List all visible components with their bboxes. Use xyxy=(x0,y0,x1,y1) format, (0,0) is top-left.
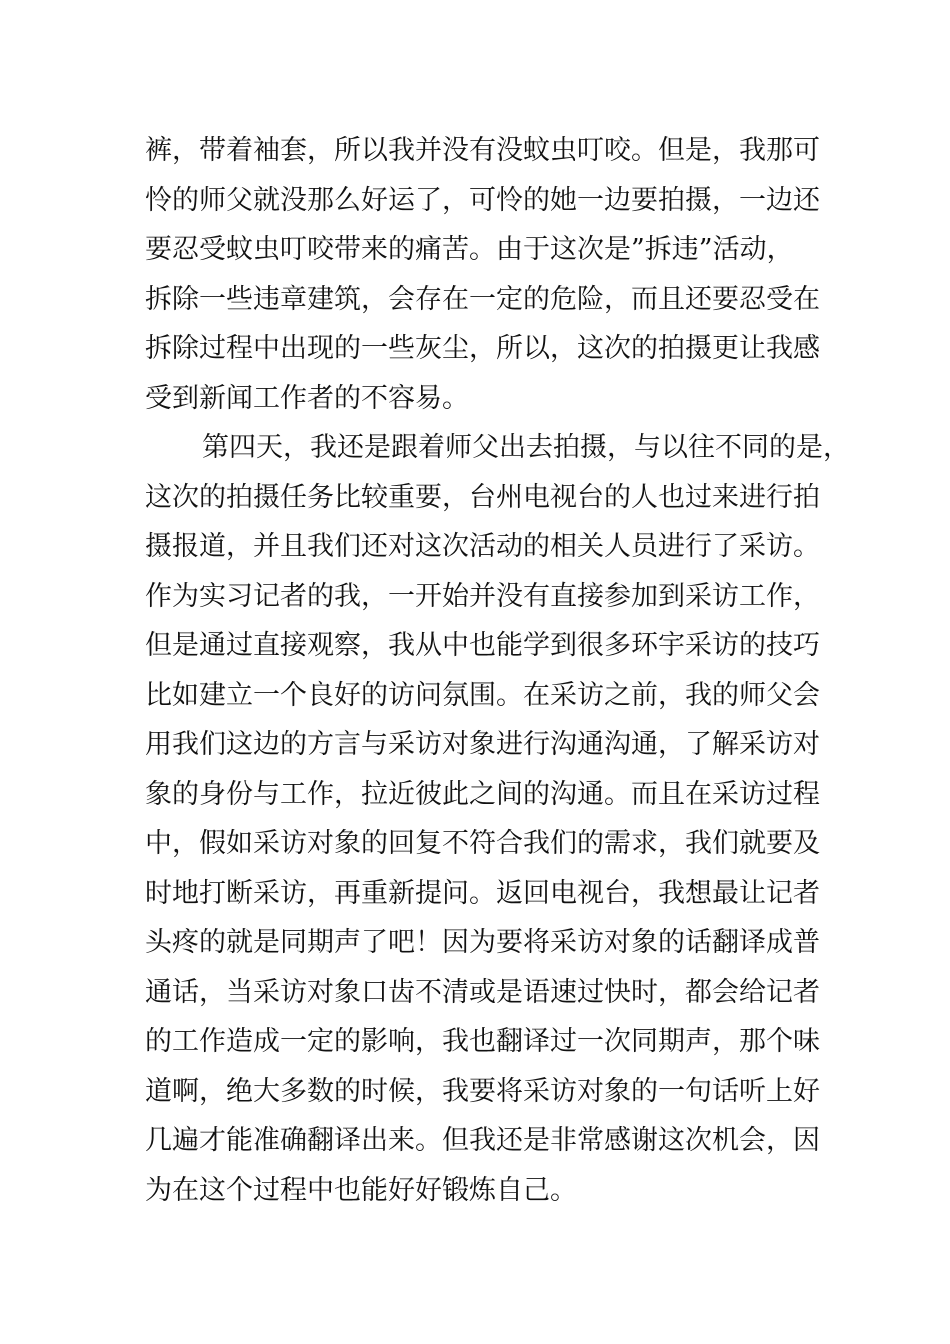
text-line: 道啊，绝大多数的时候，我要将采访对象的一句话听上好 xyxy=(145,1075,820,1107)
text-line: 用我们这边的方言与采访对象进行沟通沟通，了解采访对 xyxy=(145,729,820,760)
text-line: 裤，带着袖套，所以我并没有没蚊虫叮咬。但是，我那可 xyxy=(145,135,820,166)
text-line: 为在这个过程中也能好好锻炼自己。 xyxy=(145,1174,577,1206)
text-line: 比如建立一个良好的访问氛围。在采访之前，我的师父会 xyxy=(145,679,820,711)
body-text xyxy=(145,126,850,1215)
text-line: 这次的拍摄任务比较重要，台州电视台的人也过来进行拍 xyxy=(145,481,820,513)
text-line: 象的身份与工作，拉近彼此之间的沟通。而且在采访过程 xyxy=(145,778,820,810)
text-line: 几遍才能准确翻译出来。但我还是非常感谢这次机会，因 xyxy=(145,1125,820,1156)
text-line: 拆除过程中出现的一些灰尘，所以，这次的拍摄更让我感 xyxy=(145,333,820,364)
text-line: 中，假如采访对象的回复不符合我们的需求，我们就要及 xyxy=(145,828,820,859)
text-line: 要忍受蚊虫叮咬带来的痛苦。由于这次是”拆违”活动， xyxy=(145,234,794,265)
text-line: 拆除一些违章建筑，会存在一定的危险，而且还要忍受在 xyxy=(145,283,820,315)
text-line: 怜的师父就没那么好运了，可怜的她一边要拍摄，一边还 xyxy=(145,184,820,216)
text-line: 头疼的就是同期声了吧！因为要将采访对象的话翻译成普 xyxy=(145,927,820,958)
text-line: 通话，当采访对象口齿不清或是语速过快时，都会给记者 xyxy=(145,976,820,1008)
text-line: 摄报道，并且我们还对这次活动的相关人员进行了采访。 xyxy=(145,531,820,562)
text-line: 的工作造成一定的影响，我也翻译过一次同期声，那个味 xyxy=(145,1026,820,1057)
text-line: 作为实习记者的我，一开始并没有直接参加到采访工作， xyxy=(145,580,820,612)
text-line: 受到新闻工作者的不容易。 xyxy=(145,382,469,414)
text-line: 时地打断采访，再重新提问。返回电视台，我想最让记者 xyxy=(145,877,820,909)
text-line: 但是通过直接观察，我从中也能学到很多环宇采访的技巧 xyxy=(145,630,820,661)
paragraph-first-line: 第四天，我还是跟着师父出去拍摄，与以往不同的是， xyxy=(202,432,850,463)
